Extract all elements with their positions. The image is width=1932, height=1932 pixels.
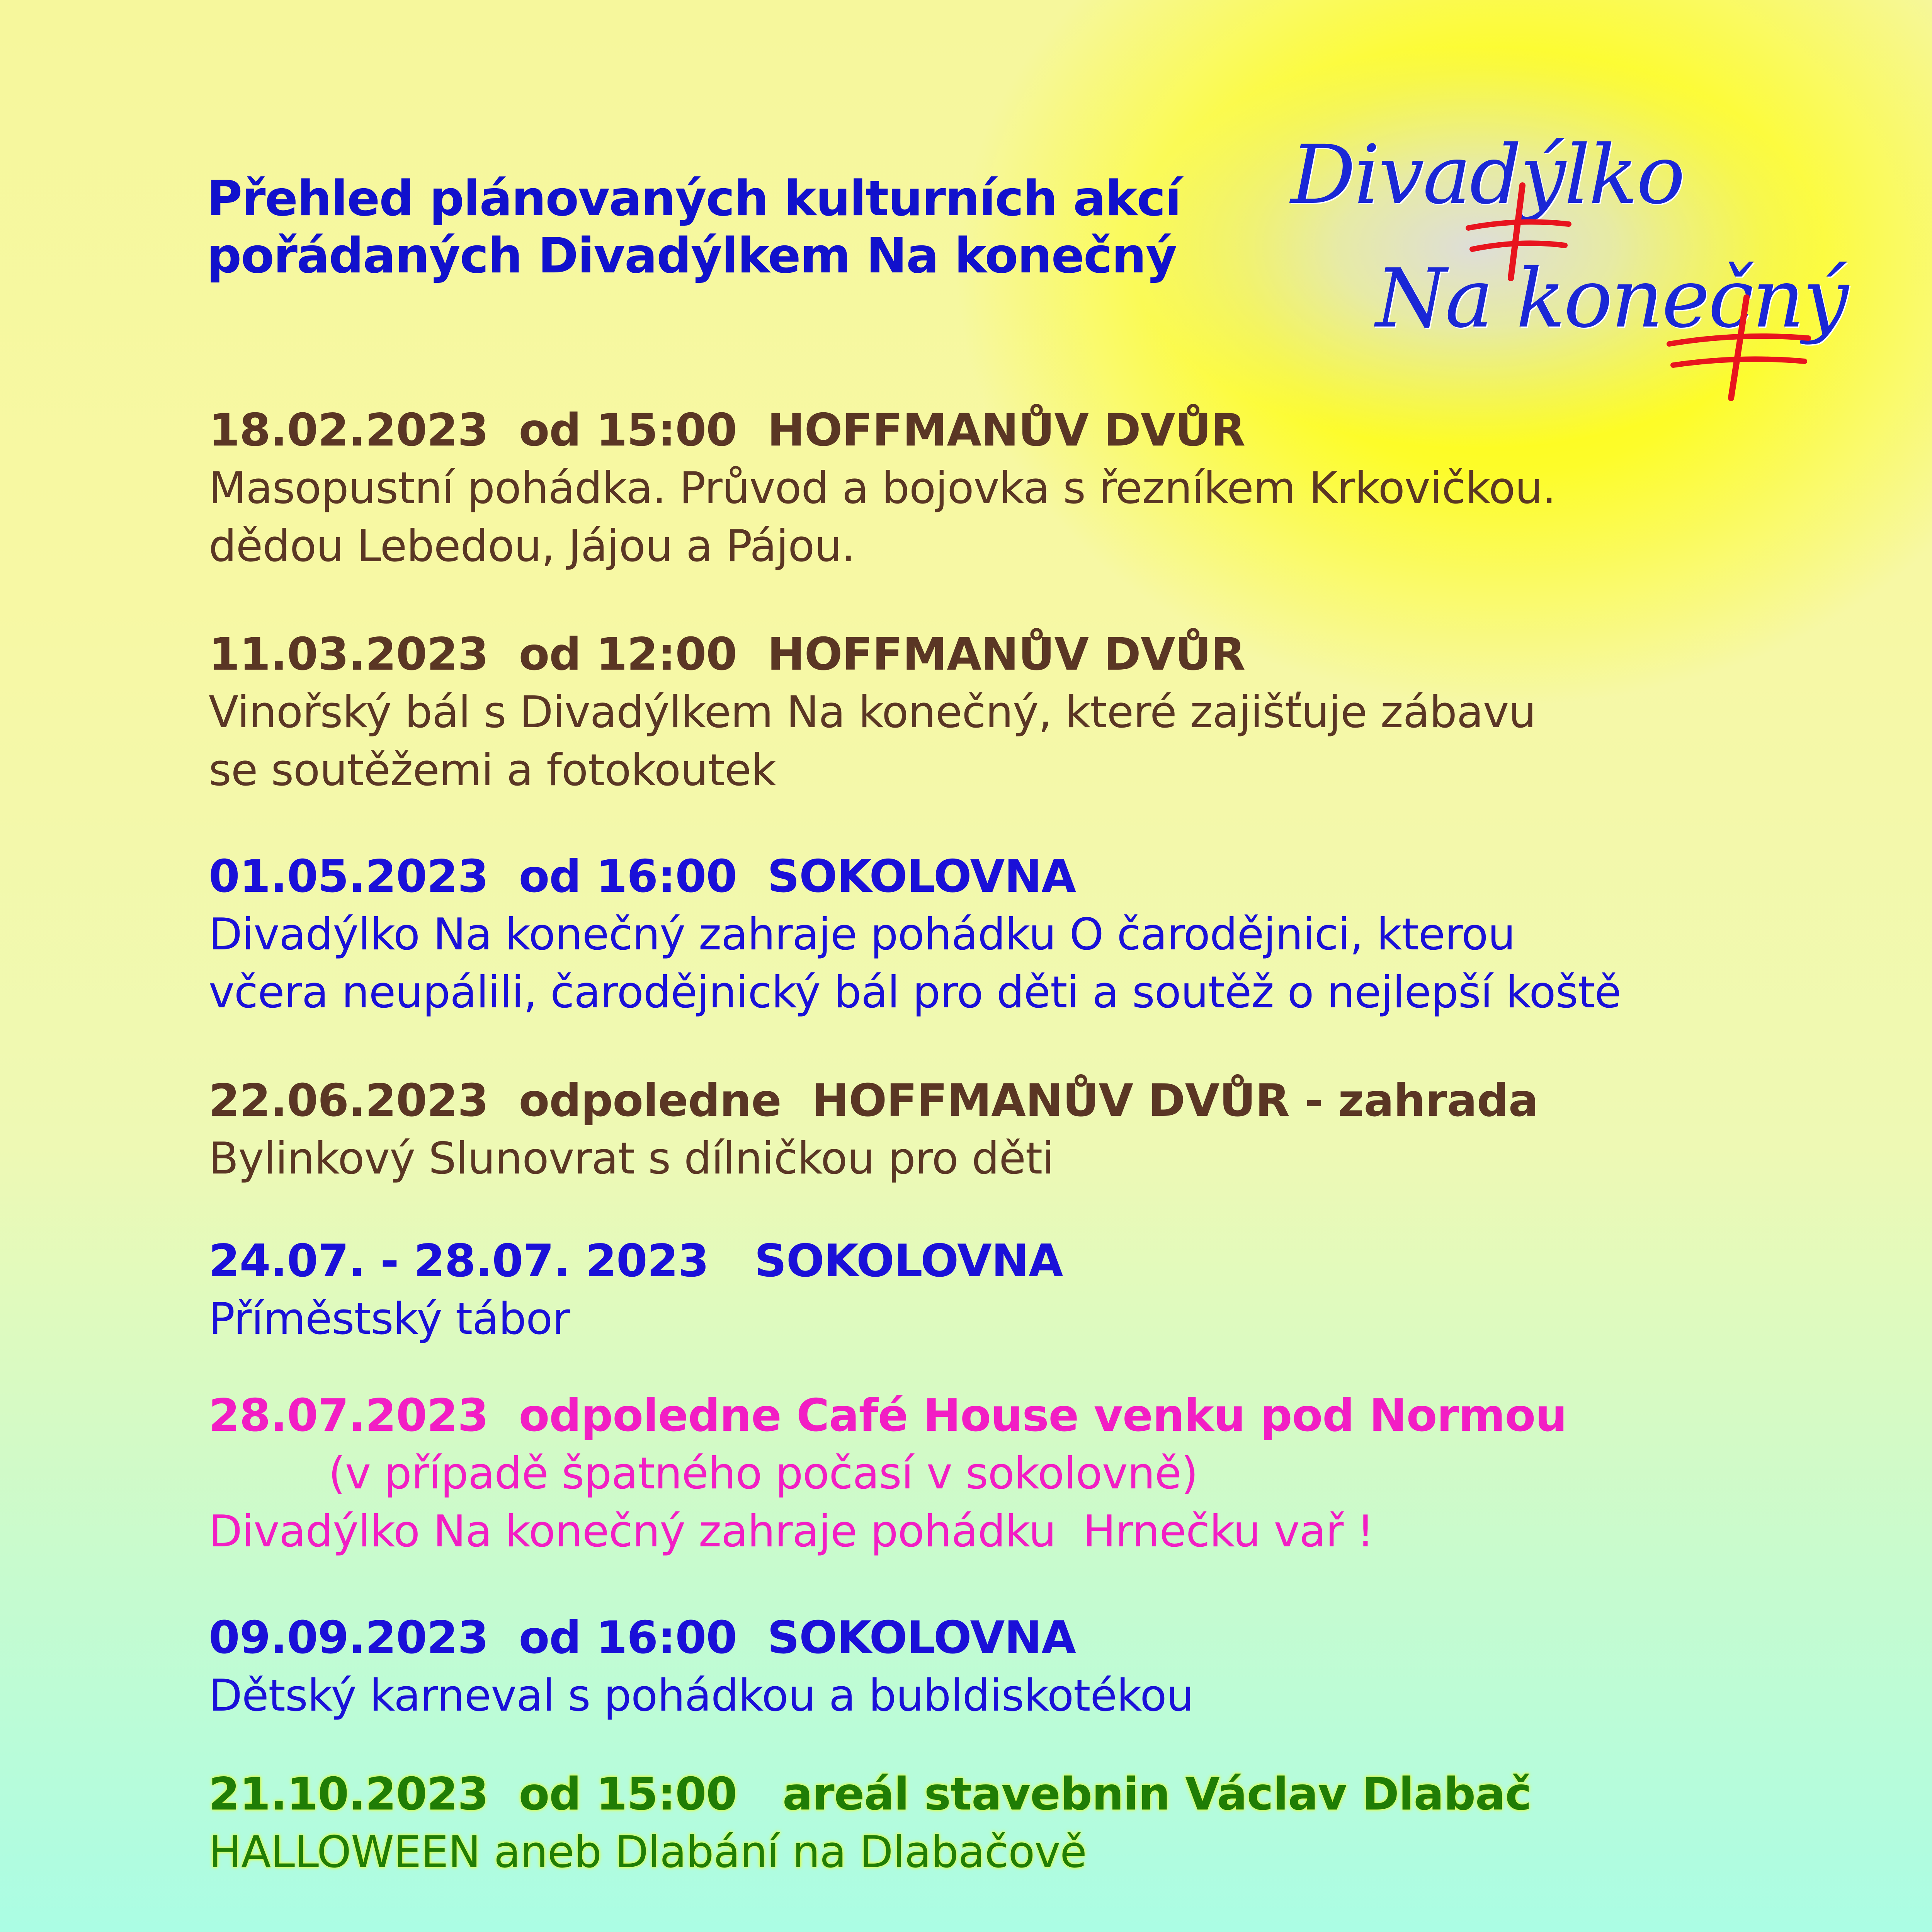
- event-heading: 11.03.2023 od 12:00 HOFFMANŮV DVŮR: [209, 628, 1245, 680]
- event-description: Divadýlko Na konečný zahraje pohádku Hrnečku vař !: [209, 1506, 1374, 1557]
- logo-divadylko: Divadýlko: [1291, 128, 1684, 222]
- event-heading: 09.09.2023 od 16:00 SOKOLOVNA: [209, 1612, 1076, 1664]
- title-line-2: pořádaných Divadýlkem Na konečný: [207, 227, 1177, 284]
- event-item: [209, 1609, 1870, 1725]
- event-heading: 18.02.2023 od 15:00 HOFFMANŮV DVŮR: [209, 404, 1245, 456]
- red-cross-icon: [1665, 294, 1812, 402]
- event-item: [209, 1766, 1870, 1881]
- event-description: Masopustní pohádka. Průvod a bojovka s řezníkem Krkovičkou.: [209, 463, 1556, 514]
- event-item: [209, 1233, 1870, 1348]
- title-line-1: Přehled plánovaných kulturních akcí: [207, 170, 1181, 227]
- event-item: [209, 1387, 1870, 1560]
- event-heading: 24.07. - 28.07. 2023 SOKOLOVNA: [209, 1235, 1063, 1287]
- red-cross-icon: [1464, 182, 1573, 282]
- event-description: Vinořský bál s Divadýlkem Na konečný, které zajišťuje zábavu: [209, 687, 1536, 738]
- event-heading: 28.07.2023 odpoledne Café House venku pod Normou: [209, 1389, 1567, 1442]
- event-item: [209, 1072, 1870, 1187]
- event-item: [209, 402, 1870, 575]
- logo-na-konecny: Na konečný: [1376, 251, 1847, 346]
- event-description: HALLOWEEN aneb Dlabání na Dlabačově: [209, 1827, 1087, 1878]
- event-heading: 01.05.2023 od 16:00 SOKOLOVNA: [209, 850, 1076, 903]
- event-description: Dětský karneval s pohádkou a bubldiskotékou: [209, 1670, 1194, 1721]
- event-description: (v případě špatného počasí v sokolovně): [328, 1448, 1198, 1499]
- event-description: se soutěžemi a fotokoutek: [209, 745, 776, 796]
- event-description: Bylinkový Slunovrat s dílničkou pro děti: [209, 1133, 1054, 1184]
- event-heading: 21.10.2023 od 15:00 areál stavebnin Václav Dlabač: [209, 1768, 1532, 1820]
- event-description: Příměstský tábor: [209, 1293, 570, 1344]
- event-description: Divadýlko Na konečný zahraje pohádku O čarodějnici, kterou: [209, 909, 1515, 960]
- event-description: dědou Lebedou, Jájou a Pájou.: [209, 520, 855, 571]
- poster-title: [207, 170, 1181, 284]
- event-heading: 22.06.2023 odpoledne HOFFMANŮV DVŮR - zahrada: [209, 1075, 1539, 1127]
- event-item: [209, 848, 1870, 1021]
- event-description: včera neupálili, čarodějnický bál pro děti a soutěž o nejlepší koště: [209, 967, 1621, 1018]
- event-item: [209, 626, 1870, 799]
